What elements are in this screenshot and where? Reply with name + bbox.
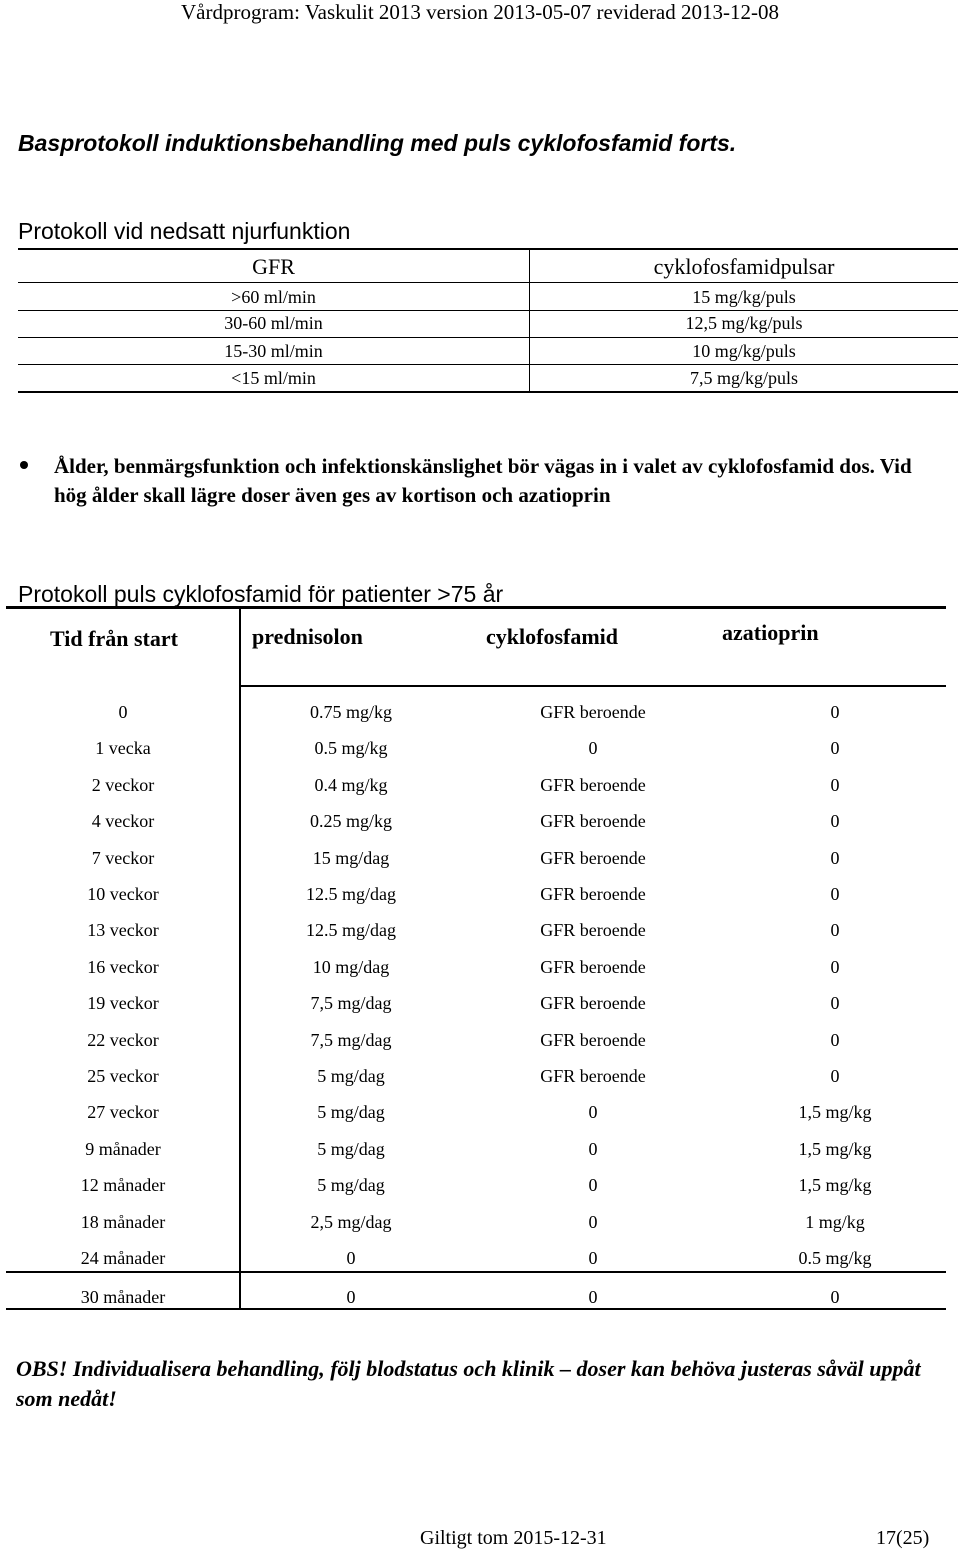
table-cell: 7,5 mg/dag [310,993,392,1014]
table-cell: 0 [830,1066,840,1086]
table-cell: 12.5 mg/dag [306,920,396,941]
table-cell: 30 månader [80,1287,166,1307]
table-rule [6,1308,946,1310]
column-header-gfr: GFR [252,254,295,279]
table-cell: 25 veckor [87,1066,159,1086]
table-cell: 0 [830,847,840,868]
table-rule [18,391,958,393]
table-cell: GFR beroende [540,702,646,722]
table-cell: GFR beroende [540,920,646,941]
table-cell: 0 [588,1287,598,1307]
table-cell: 24 månader [80,1248,166,1268]
column-header-time-from-start: Tid från start [50,626,178,651]
table-cell: 0 [588,738,598,759]
table-cell: 2,5 mg/dag [310,1211,392,1232]
table-cell: 0 [830,920,840,941]
table-cell: 5 mg/dag [317,1138,385,1159]
table-cell: 1,5 mg/kg [798,1138,872,1159]
bullet-icon [20,461,28,469]
table-cell: 15-30 ml/min [224,341,323,361]
table-rule [6,1271,946,1273]
table-cell: 0 [830,956,840,977]
table-cell: 15 mg/dag [312,847,390,868]
table-cell: 1,5 mg/kg [798,1102,872,1123]
table-cell: 0 [830,811,840,832]
table-cell: 27 veckor [87,1102,159,1123]
table-cell: 12,5 mg/kg/puls [685,313,803,333]
table-cell: <15 ml/min [231,368,316,388]
table-cell: 1,5 mg/kg [798,1175,872,1196]
table-rule [18,337,958,338]
table-cell: 0 [830,1029,840,1050]
table-cell: 0 [830,1287,840,1307]
table-cell: 19 veckor [87,993,159,1014]
table-cell: 0 [830,738,840,759]
table-cell: 12 månader [80,1175,166,1196]
table-cell: 30-60 ml/min [224,313,323,333]
table-cell: 0 [346,1287,356,1307]
table-cell: GFR beroende [540,774,646,795]
table-rule [240,685,946,687]
table-cell: >60 ml/min [231,287,316,307]
table-cell: 10 mg/dag [312,956,390,977]
table-cell: 0 [588,1211,598,1232]
footer-valid-until: Giltigt tom 2015-12-31 [420,1527,607,1549]
table-cell: 10 veckor [87,884,159,904]
elderly-protocol-heading: Protokoll puls cyklofosfamid för patienter >75 år [18,581,504,607]
table-cell: 2 veckor [91,774,155,795]
table-cell: 0 [830,774,840,795]
table-cell: 0 [588,1175,598,1196]
column-header-cyclophosphamide-pulses: cyklofosfamidpulsar [653,254,835,279]
table-cell: 0.25 mg/kg [309,811,392,832]
table-cell: 16 veckor [87,956,159,977]
table-cell: 13 veckor [87,920,159,941]
obs-note: OBS! Individualisera behandling, följ blodstatus och klinik – doser kan behöva justeras såväl uppåt som nedåt! [16,1356,921,1411]
table-cell: 15 mg/kg/puls [692,287,796,307]
table-cell: GFR beroende [540,847,646,868]
running-header: Vårdprogram: Vaskulit 2013 version 2013-05-07 reviderad 2013-12-08 [181,0,779,24]
renal-dose-table [18,248,958,392]
table-cell: 0 [830,702,840,722]
table-cell: 0.5 mg/kg [314,738,388,759]
table-cell: 5 mg/dag [317,1102,385,1123]
table-cell: GFR beroende [540,993,646,1014]
table-cell: 18 månader [80,1211,166,1232]
elderly-dose-table [6,606,946,1312]
table-cell: GFR beroende [540,884,646,904]
table-rule [18,364,958,365]
column-header-azathioprine: azatioprin [722,620,819,645]
table-cell: 22 veckor [87,1029,159,1050]
table-cell: 4 veckor [91,811,155,832]
table-rule [6,606,946,609]
table-cell: 1 mg/kg [805,1211,865,1232]
table-rule [18,310,958,311]
table-cell: GFR beroende [540,1029,646,1050]
footer-page-number: 17(25) [876,1527,930,1549]
table-cell: 1 vecka [95,738,151,759]
bullet-text: Ålder, benmärgsfunktion och infektionskänslighet bör vägas in i valet av cyklofosfamid dos. Vid hög ålder skall lägre doser även ges av kortison och azatioprin [54,454,912,507]
table-cell: 10 mg/kg/puls [692,341,796,361]
table-cell: 9 månader [85,1138,161,1159]
table-cell: 0.5 mg/kg [798,1248,872,1268]
table-cell: 0 [588,1102,598,1123]
table-rule [18,282,958,283]
table-cell: 0 [830,993,840,1014]
section-title: Basprotokoll induktionsbehandling med puls cyklofosfamid forts. [18,130,737,156]
table-cell: GFR beroende [540,1066,646,1086]
column-header-cyclophosphamide: cyklofosfamid [486,624,618,649]
table-cell: 5 mg/dag [317,1066,385,1086]
table-cell: 0.75 mg/kg [309,702,392,722]
table-cell: 12.5 mg/dag [306,884,396,904]
table-cell: 0 [346,1248,356,1268]
table-cell: 0 [118,702,128,722]
table-cell: GFR beroende [540,956,646,977]
table-cell: 7,5 mg/dag [310,1029,392,1050]
table-cell: 0.4 mg/kg [314,774,388,795]
table-cell: 5 mg/dag [317,1175,385,1196]
renal-protocol-heading: Protokoll vid nedsatt njurfunktion [18,218,351,244]
table-cell: 0 [588,1248,598,1268]
table-cell: 0 [588,1138,598,1159]
column-header-prednisolone: prednisolon [252,624,363,649]
table-rule [18,248,958,250]
table-cell: 7,5 mg/kg/puls [689,368,798,388]
table-cell: GFR beroende [540,811,646,832]
table-cell: 0 [830,884,840,904]
table-cell: 7 veckor [91,847,155,868]
